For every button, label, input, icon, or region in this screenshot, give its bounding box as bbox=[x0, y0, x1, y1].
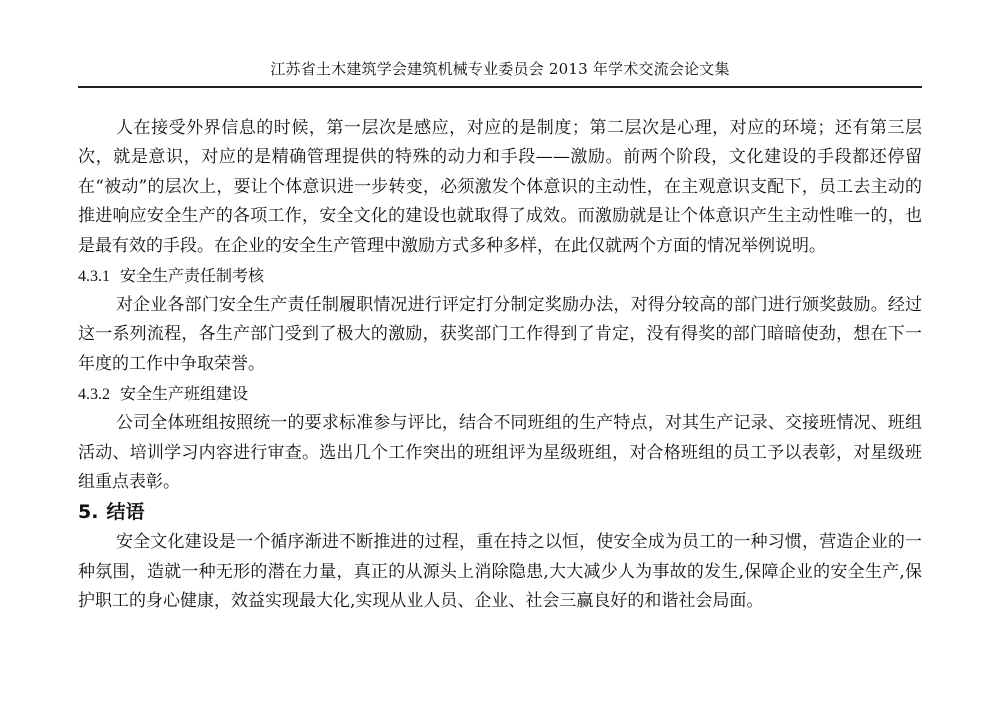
section-number: 5. bbox=[78, 501, 99, 524]
subsection-number: 4.3.2 bbox=[78, 386, 110, 404]
paragraph-incentive-intro: 人在接受外界信息的时候，第一层次是感应，对应的是制度；第二层次是心理，对应的环境；还有第三层次，就是意识，对应的是精确管理提供的特殊的动力和手段——激励。前两个阶段，文化建设的手段都还停留在“被动”的层次上，要让个体意识进一步转变，必须激发个体意识的主动性，在主观意识支配下，员工去主动的推进响应安全生产的各项工作，安全文化的建设也就取得了成效。而激励就是让个体意识产生主动性唯一的，也是最有效的手段。在企业的安全生产管理中激励方式多种多样，在此仅就两个方面的情况举例说明。 bbox=[78, 118, 922, 256]
paragraph-responsibility-assessment: 对企业各部门安全生产责任制履职情况进行评定打分制定奖励办法，对得分较高的部门进行颁奖鼓励。经过这一系列流程，各生产部门受到了极大的激励，获奖部门工作得到了肯定，没有得奖的部门暗暗使劲，想在下一年度的工作中争取荣誉。 bbox=[78, 295, 922, 374]
paragraph-conclusion: 安全文化建设是一个循序渐进不断推进的过程，重在持之以恒，使安全成为员工的一种习惯，营造企业的一种氛围，造就一种无形的潜在力量，真正的从源头上消除隐患,大大减少人为事故的发生,保障企业的安全生产,保护职工的身心健康，效益实现最大化,实现从业人员、企业、社会三赢良好的和谐社会局面。 bbox=[78, 532, 922, 612]
section-title: 结语 bbox=[106, 501, 145, 524]
running-header: 江苏省土木建筑学会建筑机械专业委员会 2013 年学术交流会论文集 bbox=[78, 60, 922, 88]
subsection-number: 4.3.1 bbox=[78, 268, 110, 286]
paragraph-team-building: 公司全体班组按照统一的要求标准参与评比，结合不同班组的生产特点，对其生产记录、交接班情况、班组活动、培训学习内容进行审查。选出几个工作突出的班组评为星级班组，对合格班组的员工予以表彰，对星级班组重点表彰。 bbox=[78, 413, 922, 493]
subsection-heading-4-3-2 bbox=[78, 379, 922, 409]
main-content bbox=[78, 114, 922, 617]
subsection-title: 安全生产班组建设 bbox=[120, 384, 249, 404]
subsection-title: 安全生产责任制考核 bbox=[120, 266, 265, 286]
subsection-heading-4-3-1 bbox=[78, 261, 922, 291]
section-heading-conclusion bbox=[78, 497, 922, 528]
